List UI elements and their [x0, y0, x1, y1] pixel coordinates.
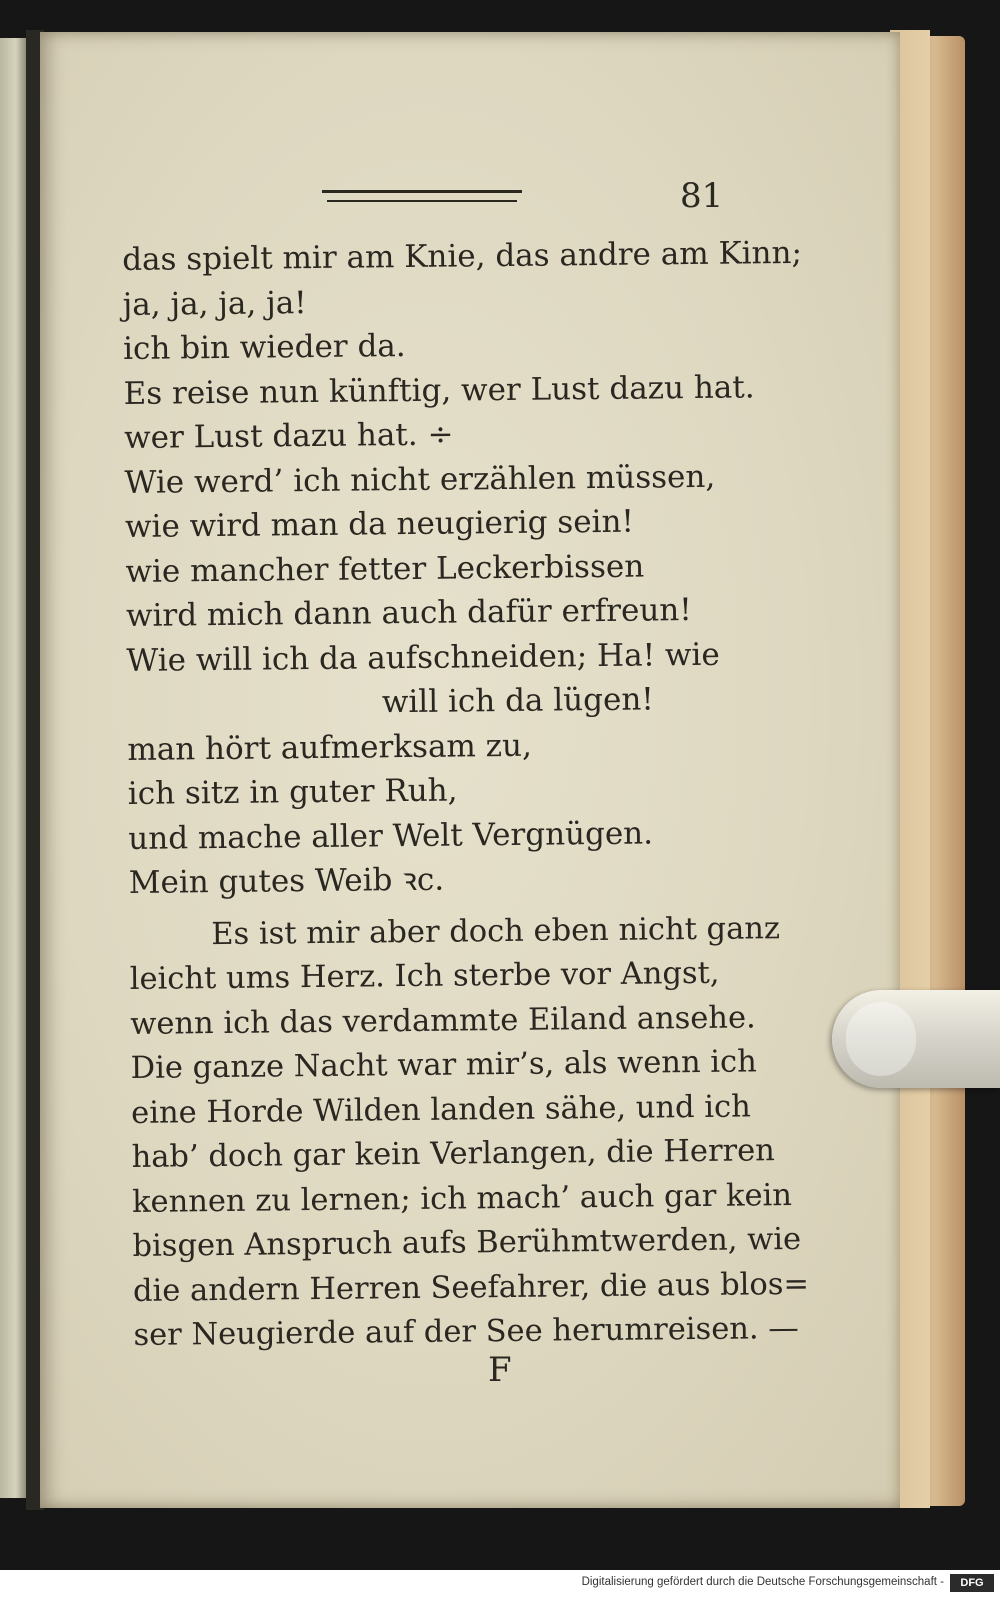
footer-credit: Digitalisierung gefördert durch die Deutsche Forschungsgemeinschaft -	[581, 1576, 944, 1588]
header-rule-thin	[327, 200, 517, 202]
prose-paragraph	[129, 907, 810, 1359]
verse-line: das spielt mir am Knie, das andre am Kinn;	[122, 234, 803, 278]
verse-line: Wie will ich da aufschneiden; Ha! wie	[126, 636, 720, 679]
verse-line: ich sitz in guter Ruh,	[127, 772, 458, 812]
verse-line: Es reise nun künftig, wer Lust dazu hat.	[123, 368, 755, 412]
footer-bar	[0, 1570, 1000, 1597]
prose-line: bisgen Anspruch aufs Berühmtwerden, wie	[132, 1221, 802, 1264]
prose-line: kennen zu lernen; ich mach’ auch gar kein	[131, 1177, 793, 1220]
verse-line: Mein gutes Weib ꝛc.	[128, 861, 445, 901]
prose-line: eine Horde Wilden landen sähe, und ich	[130, 1088, 751, 1131]
prose-line: ser Neugierde auf der See herumreisen. —	[133, 1310, 799, 1353]
verse-line: und mache aller Welt Vergnügen.	[128, 814, 654, 857]
left-page-edge	[0, 38, 26, 1498]
prose-line: hab’ doch gar kein Verlangen, die Herren	[131, 1133, 776, 1175]
prose-line: Die ganze Nacht war mir’s, als wenn ich	[130, 1044, 757, 1086]
verse-line: wird mich dann auch dafür erfreun!	[125, 592, 692, 634]
dfg-logo: DFG	[950, 1574, 994, 1592]
verse-line: wie mancher fetter Leckerbissen	[125, 548, 645, 590]
verse-line: ich bin wieder da.	[122, 328, 406, 367]
verse-line: wer Lust dazu hat. ÷	[123, 416, 454, 456]
page-clip-tab	[832, 990, 1000, 1088]
header-rule	[322, 190, 522, 193]
page-text	[122, 231, 810, 1358]
catchword: F	[488, 1350, 512, 1390]
prose-line: Es ist mir aber doch eben nicht ganz	[211, 910, 781, 952]
prose-line: die andern Herren Seefahrer, die aus blos=	[132, 1266, 810, 1309]
verse-line: man hört aufmerksam zu,	[127, 727, 533, 768]
verse-block	[122, 231, 803, 905]
page-number: 81	[680, 176, 724, 216]
prose-line: wenn ich das verdammte Eiland ansehe.	[130, 999, 756, 1042]
verse-line: Wie werd’ ich nicht erzählen müssen,	[124, 458, 716, 501]
verse-line: wie wird man da neugierig sein!	[124, 503, 635, 545]
verse-line-indented: will ich da lügen!	[381, 681, 654, 721]
verse-line: ja, ja, ja, ja!	[122, 284, 307, 323]
prose-line: leicht ums Herz. Ich sterbe vor Angst,	[129, 955, 720, 997]
